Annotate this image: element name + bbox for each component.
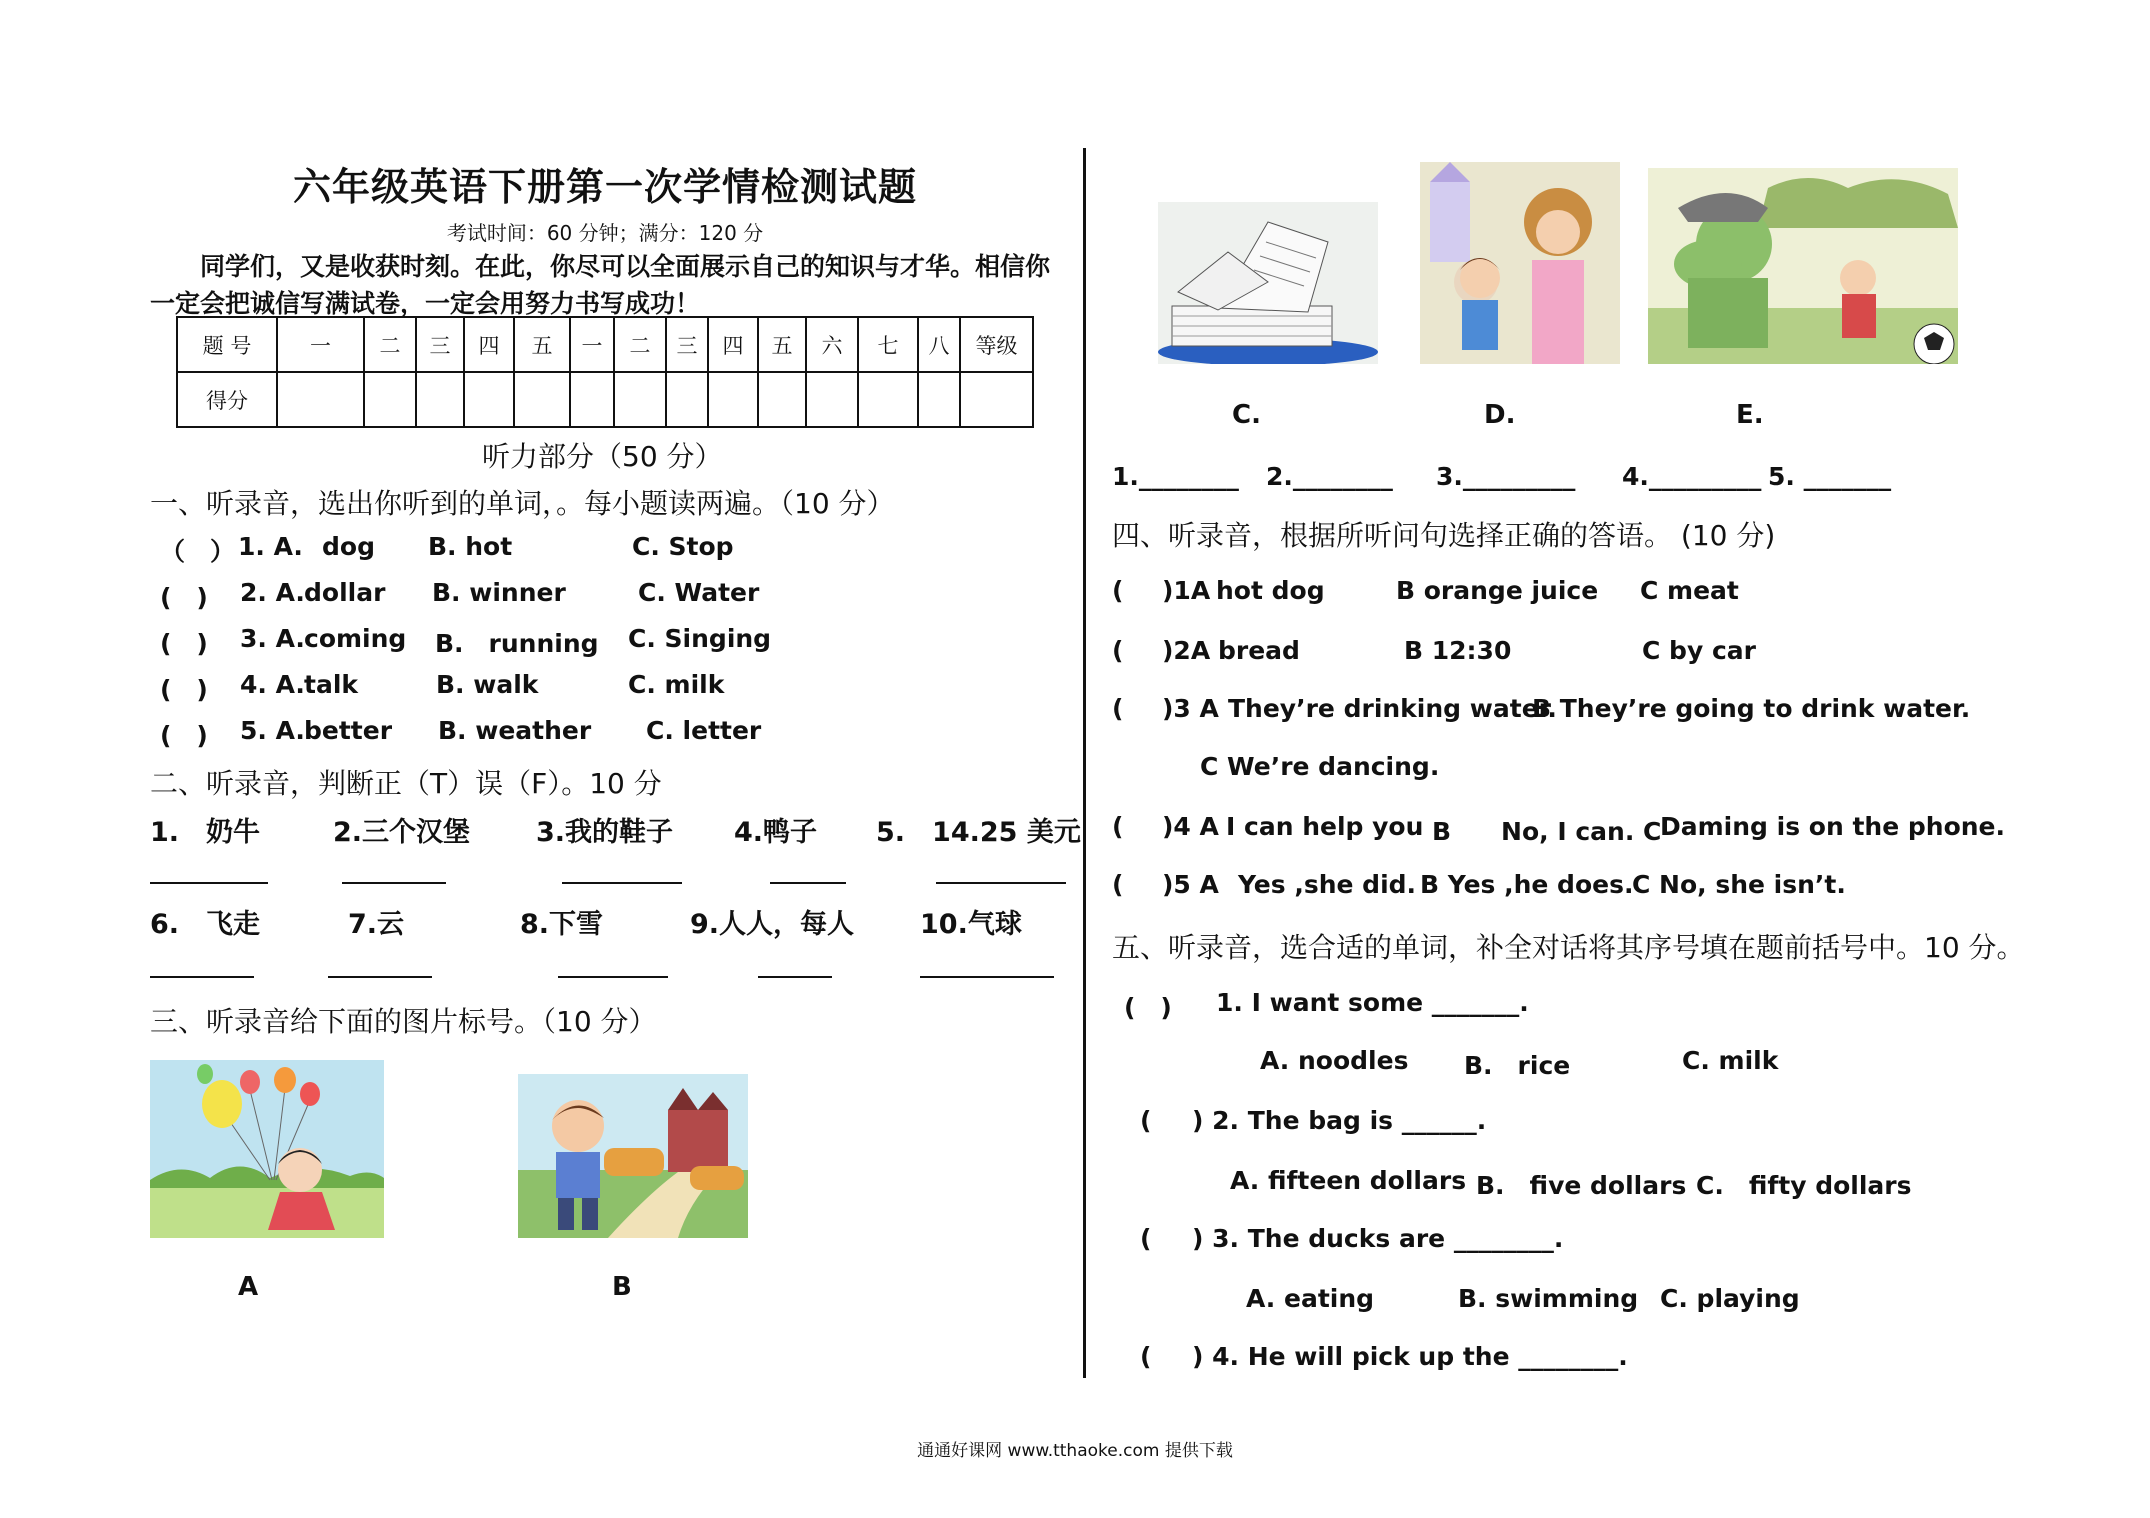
option-c: Daming is on the phone.: [1660, 812, 2005, 841]
option-a: I can help you .: [1226, 812, 1442, 841]
option-c: C No, she isn’t.: [1632, 870, 1846, 899]
score-cell[interactable]: [918, 372, 960, 427]
answer-paren[interactable]: (: [1140, 1342, 1152, 1371]
option-a: hot dog: [1216, 576, 1325, 605]
option-c: C We’re dancing.: [1200, 752, 1440, 781]
answer-paren[interactable]: (: [1112, 870, 1124, 899]
score-col: 四: [464, 317, 514, 372]
answer-line[interactable]: [558, 976, 668, 978]
tf-item: 3.我的鞋子: [536, 817, 674, 848]
answer-line[interactable]: [342, 882, 446, 884]
section2-heading: 二、听录音，判断正（T）误（F）。10 分: [150, 767, 662, 800]
score-cell[interactable]: [758, 372, 806, 427]
option-a: A. noodles: [1260, 1046, 1409, 1075]
picture-answer-blank[interactable]: 4._________: [1622, 462, 1762, 491]
question-text: 1. I want some _______.: [1216, 988, 1529, 1017]
exam-subtitle: 考试时间：60 分钟；满分：120 分: [446, 221, 764, 245]
score-table: [176, 316, 1034, 428]
option-c: C meat: [1640, 576, 1739, 605]
option-c: C. Singing: [628, 624, 772, 653]
score-cell[interactable]: [708, 372, 758, 427]
option-a: bread: [1218, 636, 1300, 665]
option-b: B Yes ,he does.: [1420, 870, 1634, 899]
score-cell[interactable]: [416, 372, 464, 427]
option-a: coming: [304, 624, 407, 653]
section5-heading: 五、听录音，选合适的单词，补全对话将其序号填在题前括号中。10 分。: [1112, 931, 2025, 964]
option-a: better: [304, 716, 393, 745]
option-b: B 12:30: [1404, 636, 1512, 665]
answer-paren[interactable]: ( ): [160, 721, 208, 750]
answer-line[interactable]: [150, 882, 268, 884]
tf-item: 2.三个汉堡: [333, 817, 471, 848]
option-b: B. winner: [432, 578, 566, 607]
question-number: 4. A.: [240, 670, 305, 699]
picture-caption: B: [612, 1272, 632, 1302]
answer-line[interactable]: [920, 976, 1054, 978]
option-a: A. eating: [1246, 1284, 1375, 1313]
option-b: B. walk: [436, 670, 539, 699]
score-cell[interactable]: [858, 372, 918, 427]
picture-caption: C.: [1232, 400, 1261, 430]
score-col: 五: [758, 317, 806, 372]
answer-paren[interactable]: (: [1112, 694, 1124, 723]
question-number: 1. A.: [238, 532, 303, 561]
option-a: dog: [322, 532, 375, 561]
answer-paren[interactable]: ( ): [160, 629, 208, 658]
exam-intro: 同学们，又是收获时刻。在此，你尽可以全面展示自己的知识与才华。相信你一定会把诚信写满试卷，一定会用努力书写成功！: [150, 252, 1051, 318]
question-text: ) 2. The bag is ______.: [1192, 1106, 1487, 1135]
tf-item: 1. 奶牛: [150, 817, 261, 848]
listening-heading: 听力部分（50 分）: [482, 440, 723, 473]
tf-item: 4.鸭子: [734, 817, 818, 848]
option-a: talk: [304, 670, 359, 699]
score-col: 三: [416, 317, 464, 372]
question-number: )5 A: [1162, 870, 1219, 899]
answer-paren[interactable]: ( ): [1124, 993, 1172, 1022]
picture-d-two-girls: [1420, 162, 1620, 364]
score-cell[interactable]: [666, 372, 708, 427]
option-b: B. hot: [428, 532, 513, 561]
score-col: 四: [708, 317, 758, 372]
picture-answer-blank[interactable]: 2.________: [1266, 462, 1393, 491]
picture-answer-blank[interactable]: 1.________: [1112, 462, 1239, 491]
picture-a-girl-balloons: [150, 1060, 384, 1238]
score-cell[interactable]: [464, 372, 514, 427]
option-c: C. Stop: [632, 532, 734, 561]
tf-item: 5. 14.25 美元: [876, 817, 1081, 848]
picture-answer-blank[interactable]: 5. _______: [1768, 462, 1892, 491]
score-col: 六: [806, 317, 858, 372]
option-b: B. swimming: [1458, 1284, 1639, 1313]
score-col: 五: [514, 317, 570, 372]
score-col: 三: [666, 317, 708, 372]
option-c: C. playing: [1660, 1284, 1800, 1313]
picture-b-boy-park: [518, 1074, 748, 1238]
picture-caption: E.: [1736, 400, 1764, 430]
answer-paren[interactable]: (: [1112, 636, 1124, 665]
score-col: 二: [364, 317, 416, 372]
page-footer: 通通好课网 www.tthaoke.com 提供下载: [917, 1441, 1233, 1461]
tf-item: 7.云: [348, 909, 405, 940]
column-divider: [1083, 148, 1086, 1378]
option-a: A. fifteen dollars: [1230, 1166, 1467, 1195]
score-cell[interactable]: [806, 372, 858, 427]
option-b: B No, I can. C: [1432, 817, 1662, 846]
score-cell[interactable]: [277, 372, 364, 427]
option-c: C by car: [1642, 636, 1756, 665]
picture-answer-blank[interactable]: 3._________: [1436, 462, 1576, 491]
answer-line[interactable]: [770, 882, 846, 884]
score-col: 二: [614, 317, 666, 372]
question-number: )2A: [1162, 636, 1211, 665]
section4-heading: 四、听录音，根据所听问句选择正确的答语。 (10 分): [1112, 519, 1776, 552]
score-header-label: 题 号: [177, 317, 277, 372]
score-cell[interactable]: [514, 372, 570, 427]
question-number: )1A: [1162, 576, 1211, 605]
option-c: C. milk: [1682, 1046, 1779, 1075]
answer-paren[interactable]: (: [1140, 1106, 1152, 1135]
option-c: C. fifty dollars: [1696, 1171, 1912, 1200]
answer-paren[interactable]: （ ）: [160, 537, 236, 566]
tf-item: 9.人人，每人: [690, 909, 855, 940]
score-table-score-row: [177, 372, 1033, 427]
answer-paren[interactable]: (: [1140, 1224, 1152, 1253]
score-cell[interactable]: [570, 372, 614, 427]
option-b: B. weather: [438, 716, 592, 745]
answer-line[interactable]: [758, 976, 832, 978]
picture-c-newspapers: [1158, 202, 1378, 364]
option-a: Yes ,she did.: [1238, 870, 1417, 899]
answer-line[interactable]: [936, 882, 1066, 884]
score-col: 一: [277, 317, 364, 372]
option-b: B. rice: [1464, 1051, 1571, 1080]
question-text: ) 4. He will pick up the ________.: [1192, 1342, 1628, 1371]
option-a: dollar: [304, 578, 386, 607]
score-col: 八: [918, 317, 960, 372]
answer-paren[interactable]: (: [1112, 576, 1124, 605]
option-a: They’re drinking water.: [1228, 694, 1557, 723]
score-cell[interactable]: [960, 372, 1033, 427]
tf-item: 8.下雪: [520, 909, 604, 940]
score-col: 一: [570, 317, 614, 372]
question-number: 5. A.: [240, 716, 305, 745]
question-number: 3. A.: [240, 624, 305, 653]
question-number: )4 A: [1162, 812, 1219, 841]
score-cell[interactable]: [614, 372, 666, 427]
option-c: C. Water: [638, 578, 760, 607]
option-c: C. milk: [628, 670, 725, 699]
tf-item: 6. 飞走: [150, 909, 261, 940]
answer-paren[interactable]: ( ): [160, 583, 208, 612]
question-number: )3 A: [1162, 694, 1219, 723]
picture-caption: D.: [1484, 400, 1516, 430]
option-b: B. five dollars: [1476, 1171, 1687, 1200]
score-col: 七: [858, 317, 918, 372]
section1-heading: 一、听录音，选出你听到的单词，。每小题读两遍。（10 分）: [150, 487, 895, 520]
question-number: 2. A.: [240, 578, 305, 607]
answer-paren[interactable]: (: [1112, 812, 1124, 841]
option-b: B They’re going to drink water.: [1532, 694, 1971, 723]
option-b: B. running: [435, 629, 599, 658]
picture-caption: A: [238, 1272, 259, 1302]
exam-title: 六年级英语下册第一次学情检测试题: [292, 165, 917, 209]
answer-paren[interactable]: ( ): [160, 675, 208, 704]
question-text: ) 3. The ducks are ________.: [1192, 1224, 1564, 1253]
tf-item: 10.气球: [920, 909, 1022, 940]
score-col: 等级: [960, 317, 1033, 372]
score-table-header-row: [177, 317, 1033, 372]
option-c: C. letter: [646, 716, 762, 745]
option-b: B orange juice: [1396, 576, 1599, 605]
answer-line[interactable]: [562, 882, 682, 884]
picture-e-boys-soccer: [1648, 168, 1958, 364]
answer-line[interactable]: [328, 976, 432, 978]
answer-line[interactable]: [150, 976, 254, 978]
score-cell[interactable]: [364, 372, 416, 427]
score-row-label: 得分: [177, 372, 277, 427]
section3-heading: 三、听录音给下面的图片标号。（10 分）: [150, 1005, 657, 1038]
